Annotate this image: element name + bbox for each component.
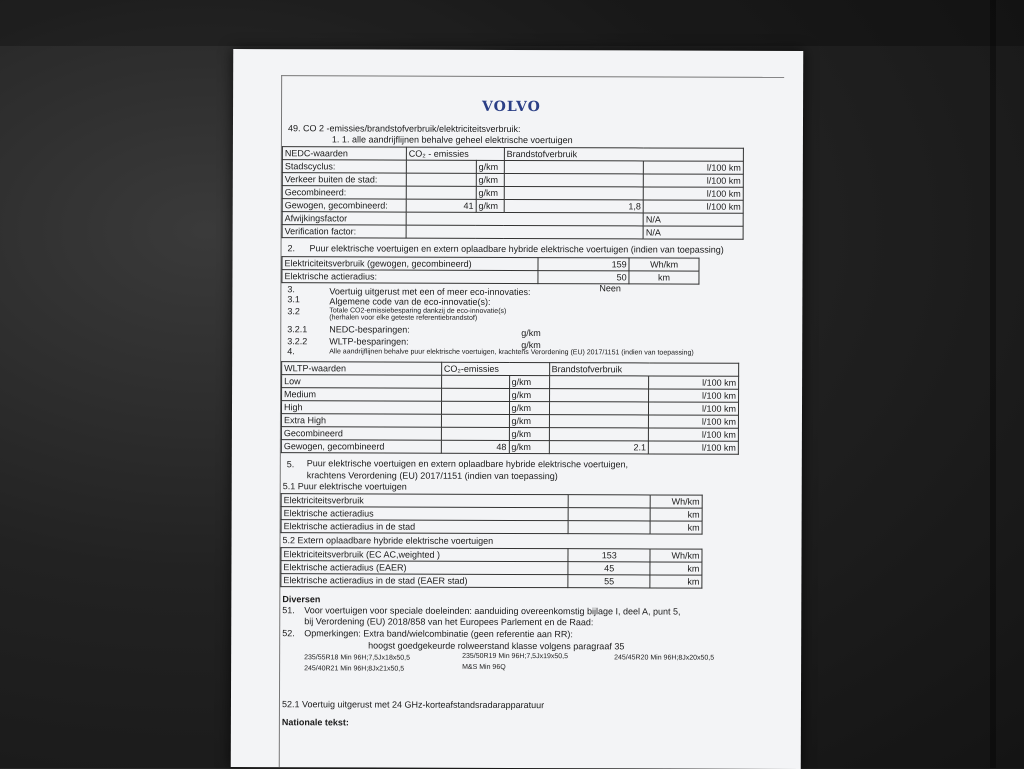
item-521-text: 52.1 Voertuig uitgerust met 24 GHz-korteafstandsradarapparatuur [281,699,545,711]
wltp-table [281,361,739,455]
table-row: Extra High g/km l/100 km [281,414,738,429]
tyre-option: 245/45R20 Min 96H;8Jx20x50,5 [614,654,715,662]
section-2-title: Puur elektrische voertuigen en extern oplaadbare hybride elektrische voertuigen (indien van toepassing) [309,243,724,255]
tyre-option: 235/55R18 Min 96H;7,5Jx18x50,5 [304,654,411,662]
eco-322-text: WLTP-besparingen: [329,336,409,347]
nedc-table [282,146,744,240]
national-text-label: Nationale tekst: [281,717,349,728]
table-row: Stadscyclus: g/km l/100 km [282,160,743,175]
wltp-header-fuel: Brandstofverbruik [549,363,739,377]
eco-3-text: Voertuig uitgerust met een of meer eco-innovaties: [329,286,531,298]
eco-321-unit: g/km [521,328,541,339]
table-row: Elektriciteitsverbruik (gewogen, gecombineerd) 159 Wh/km [282,257,699,271]
section-5-title2: krachtens Verordening (EU) 2017/1151 (indien van toepassing) [306,470,558,482]
tyre-option: M&S Min 96Q [462,663,506,671]
item-52-number: 52. [282,628,295,639]
section-51-title: 5.1 Puur elektrische voertuigen [282,481,407,492]
section-5-title: Puur elektrische voertuigen en extern oplaadbare hybride elektrische voertuigen, [306,458,629,470]
table-row: Elektriciteitsverbruik (EC AC,weighted ) 153 Wh/km [281,548,702,562]
eco-3-value: Neen [599,283,621,294]
eco-321-text: NEDC-besparingen: [329,324,410,335]
eco-32-text: Totale CO2-emissiebesparing dankzij de eco-innovatie(s) [329,307,507,315]
eco-321-number: 3.2.1 [287,324,308,335]
eco-31-number: 3.1 [287,294,300,305]
table-row: High g/km l/100 km [281,401,738,416]
section-4-title: Alle aandrijflijnen behalve puur elektrische voertuigen, krachtens Verordening (EU) 2017/1151 (indien van toepassing) [329,348,694,357]
document-sheet [231,49,804,769]
item-51-number: 51. [282,605,295,616]
table-row: Gecombineerd: g/km l/100 km [282,186,743,201]
section-52-title: 5.2 Extern oplaadbare hybride elektrische voertuigen [282,535,494,546]
table-row: Elektrische actieradius (EAER) 45 km [281,561,702,575]
electric-table [281,256,699,284]
item-51-text2: bij Verordening (EU) 2018/858 van het Europees Parlement en de Raad: [304,616,594,628]
eco-31-text: Algemene code van de eco-innovatie(s): [329,296,491,307]
volvo-logo: VOLVO [482,98,541,116]
eco-32-number: 3.2 [287,306,300,317]
section-2-number: 2. [287,243,296,254]
nedc-header-label: NEDC-waarden [282,147,406,160]
coc-form [279,75,784,769]
eco-322-number: 3.2.2 [287,336,308,347]
item-52-text2: hoogst goedgekeurde rolweerstand klasse volgens paragraaf 35 [368,640,625,652]
wltp-header-co2: CO₂-emissies [441,362,549,375]
table-row: Elektriciteitsverbruik Wh/km [281,494,702,508]
table-row: Gewogen, gecombineerd: 41 g/km 1,8 l/100 km [282,199,743,214]
table-row: Afwijkingsfactor N/A [282,212,743,227]
table-row: Elektrische actieradius in de stad (EAER stad) 55 km [281,574,702,588]
section-5-number: 5. [286,459,295,470]
section-4-number: 4. [287,346,295,357]
section-49-subtitle: 1. 1. alle aandrijflijnen behalve geheel elektrische voertuigen [331,134,573,146]
table-row: Low g/km l/100 km [282,375,739,390]
table-row: Verkeer buiten de stad: g/km l/100 km [282,173,743,188]
diversen-heading: Diversen [282,594,321,605]
item-51-text: Voor voertuigen voor speciale doeleinden: aanduiding overeenkomstig bijlage I, deel A, punt 5, [304,605,681,617]
table-row: Verification factor: N/A [282,225,743,240]
table-row: Elektrische actieradius: 50 km [282,270,699,284]
phev-table [280,547,702,588]
item-52-text: Opmerkingen: Extra band/wielcombinatie (geen referentie aan RR): [304,628,573,640]
table-row: Gecombineerd g/km l/100 km [281,427,738,442]
tyre-option: 245/40R21 Min 96H;8Jx21x50,5 [304,665,405,673]
wltp-header-label: WLTP-waarden [282,362,442,376]
nedc-header-fuel: Brandstofverbruik [504,147,743,161]
section-49-title: 49. CO 2 -emissies/brandstofverbruik/elektriciteitsverbruik: [287,123,521,135]
eco-3-number: 3. [287,284,295,295]
tyre-option: 235/50R19 Min 96H;7,5Jx19x50,5 [462,652,569,661]
pure-ev-table [281,493,703,534]
table-row: Elektrische actieradius in de stad km [281,520,702,534]
nedc-header-co2: CO₂ - emissies [406,147,504,160]
table-row: Gewogen, gecombineerd 48 g/km 2.1 l/100 km [281,440,738,455]
table-row: Medium g/km l/100 km [282,388,739,403]
table-row: Elektrische actieradius km [281,507,702,521]
eco-322-unit: g/km [521,340,541,351]
eco-32-text2: (herhalen voor elke geteste referentiebrandstof) [329,314,478,322]
